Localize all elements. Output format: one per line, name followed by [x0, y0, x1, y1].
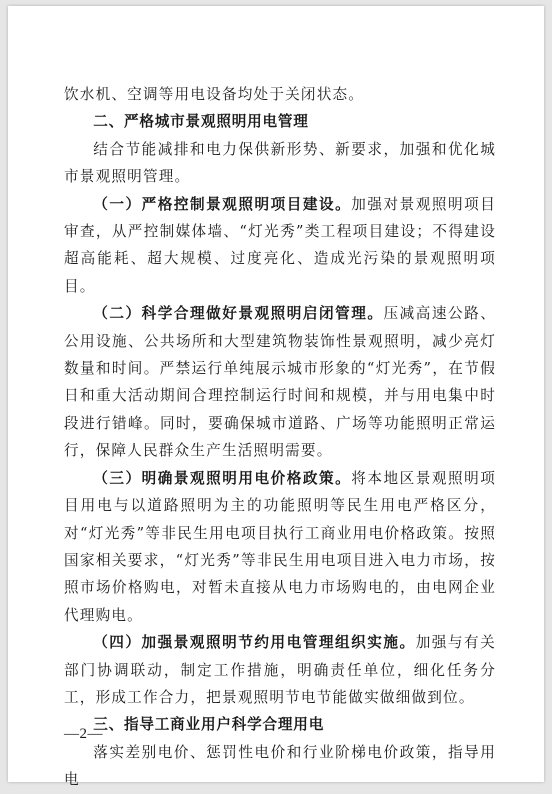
section-heading-3 — [64, 711, 496, 738]
item-lead: （一）严格控制景观照明项目建设。 — [93, 195, 352, 213]
paragraph-item-3 — [64, 465, 496, 629]
paragraph-last — [64, 739, 496, 794]
document-page — [8, 6, 544, 789]
heading-text: 三、指导工商业用户科学合理用电 — [93, 716, 325, 734]
paragraph-text: 将本地区景观照明项目用电与以道路照明为主的功能照明等民生用电严格区分，对“灯光秀”等非民生用电项目执行工商业用电价格政策。按照国家相关要求，“灯光秀”等非民生用电项目进入电力市场，按照市场价格购电，对暂未直接从电力市场购电的，由电网企业代理购电。 — [64, 469, 496, 624]
item-lead: （二）科学合理做好景观照明启闭管理。 — [93, 305, 384, 323]
paragraph-text: 饮水机、空调等用电设备均处于关闭状态。 — [64, 86, 365, 103]
paragraph-text: 压减高速公路、公用设施、公共场所和大型建筑物装饰性景观照明，减少亮灯数量和时间。严禁运行单纯展示城市形象的“灯光秀”，在节假日和重大活动期间合理控制运行时间和规模，并与用电集中时段进行错峰。同时，要确保城市道路、广场等功能照明正常运行，保障人民群众生产生活照明需要。 — [64, 305, 496, 460]
paragraph-item-1 — [64, 191, 496, 301]
paragraph-item-2 — [64, 300, 496, 464]
continuation-line — [64, 81, 496, 108]
section-heading-2 — [64, 108, 496, 135]
item-lead: （三）明确景观照明用电价格政策。 — [93, 469, 352, 487]
paragraph-text: 落实差别电价、惩罚性电价和行业阶梯电价政策，指导用电 — [64, 743, 496, 789]
paragraph-item-4 — [64, 629, 496, 711]
paragraph-text: 加强与有关部门协调联动，制定工作措施，明确责任单位，细化任务分工，形成工作合力，把景观照明节电节能做实做细做到位。 — [64, 634, 496, 706]
heading-text: 二、严格城市景观照明用电管理 — [93, 113, 309, 131]
paragraph-text: 加强对景观照明项目审查，从严控制媒体墙、“灯光秀”类工程项目建设；不得建设超高能耗、超大规模、过度亮化、造成光污染的景观照明项目。 — [64, 195, 496, 295]
page-number: —2— — [64, 726, 103, 742]
paragraph-text: 结合节能减排和电力保供新形势、新要求，加强和优化城市景观照明管理。 — [64, 140, 496, 186]
document-body — [64, 81, 496, 794]
item-lead: （四）加强景观照明节约用电管理组织实施。 — [93, 634, 416, 652]
paragraph-intro — [64, 136, 496, 191]
